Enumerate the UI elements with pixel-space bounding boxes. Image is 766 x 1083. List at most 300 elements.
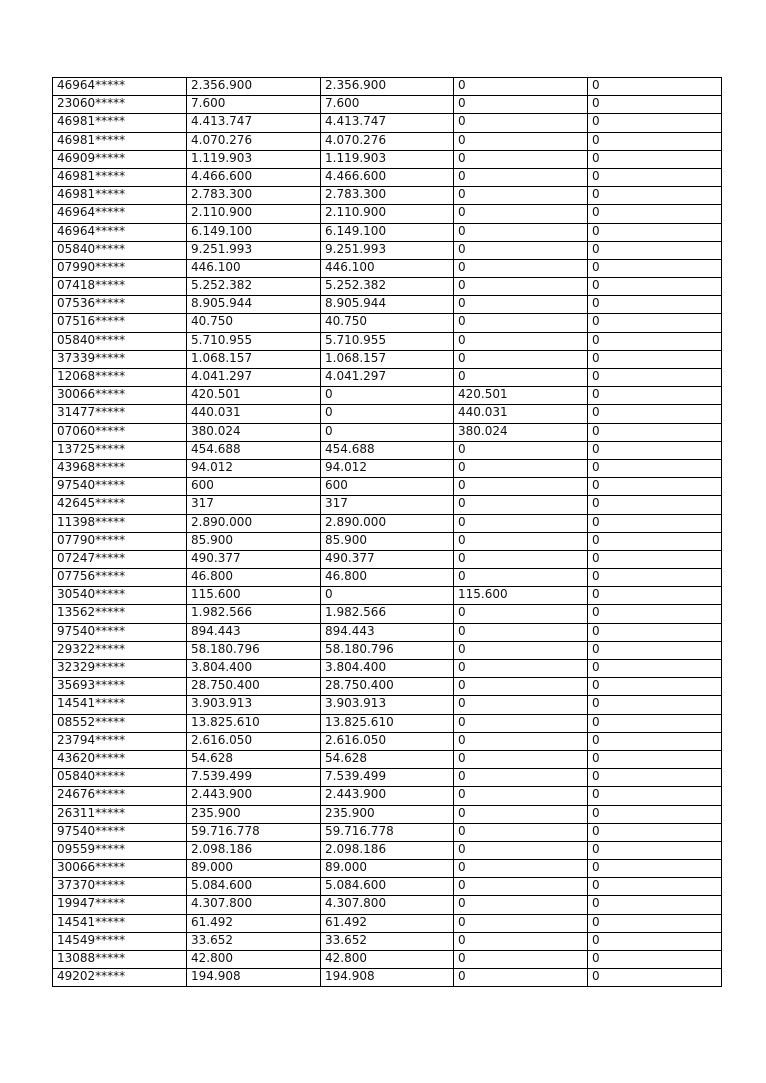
amount-cell-4: 0 — [588, 605, 722, 623]
amount-cell: 8.905.944 — [187, 296, 321, 314]
amount-cell-4: 0 — [588, 350, 722, 368]
amount-cell: 46.800 — [187, 569, 321, 587]
amount-cell: 2.443.900 — [187, 787, 321, 805]
amount-cell-2: 317 — [321, 496, 454, 514]
amount-cell-4: 0 — [588, 205, 722, 223]
amount-cell-2: 2.890.000 — [321, 514, 454, 532]
amount-cell: 40.750 — [187, 314, 321, 332]
amount-cell-4: 0 — [588, 623, 722, 641]
amount-cell: 2.890.000 — [187, 514, 321, 532]
amount-cell-4: 0 — [588, 841, 722, 859]
id-cell: 46981***** — [53, 187, 187, 205]
amount-cell-4: 0 — [588, 441, 722, 459]
amount-cell-2: 89.000 — [321, 860, 454, 878]
id-cell: 23794***** — [53, 732, 187, 750]
amount-cell-2: 13.825.610 — [321, 714, 454, 732]
amount-cell-2: 3.903.913 — [321, 696, 454, 714]
table-row — [53, 951, 722, 969]
amount-cell-2: 61.492 — [321, 914, 454, 932]
id-cell: 30540***** — [53, 587, 187, 605]
amount-cell-2: 54.628 — [321, 750, 454, 768]
amount-cell-4: 0 — [588, 332, 722, 350]
id-cell: 13725***** — [53, 441, 187, 459]
amount-cell-3: 115.600 — [454, 587, 588, 605]
amount-cell-2: 600 — [321, 478, 454, 496]
amount-cell: 1.119.903 — [187, 150, 321, 168]
table-row — [53, 678, 722, 696]
amount-cell-4: 0 — [588, 187, 722, 205]
amount-cell-2: 2.356.900 — [321, 78, 454, 96]
amount-cell: 6.149.100 — [187, 223, 321, 241]
amount-cell-2: 3.804.400 — [321, 660, 454, 678]
amount-cell-2: 8.905.944 — [321, 296, 454, 314]
amount-cell: 4.307.800 — [187, 896, 321, 914]
table-row — [53, 278, 722, 296]
amount-cell: 2.110.900 — [187, 205, 321, 223]
amount-cell: 2.616.050 — [187, 732, 321, 750]
table-row — [53, 96, 722, 114]
amount-cell-3: 0 — [454, 78, 588, 96]
table-row — [53, 459, 722, 477]
amount-cell-3: 0 — [454, 496, 588, 514]
id-cell: 13088***** — [53, 951, 187, 969]
table-row — [53, 732, 722, 750]
amount-cell-3: 0 — [454, 314, 588, 332]
id-cell: 35693***** — [53, 678, 187, 696]
amount-cell-4: 0 — [588, 259, 722, 277]
id-cell: 43620***** — [53, 750, 187, 768]
amount-cell-3: 0 — [454, 823, 588, 841]
id-cell: 46981***** — [53, 114, 187, 132]
amount-cell-2: 2.616.050 — [321, 732, 454, 750]
table-row — [53, 332, 722, 350]
id-cell: 42645***** — [53, 496, 187, 514]
table-row — [53, 878, 722, 896]
amount-cell-2: 2.783.300 — [321, 187, 454, 205]
amount-cell-4: 0 — [588, 514, 722, 532]
amount-cell-3: 0 — [454, 932, 588, 950]
id-cell: 97540***** — [53, 478, 187, 496]
id-cell: 49202***** — [53, 969, 187, 987]
amount-cell-2: 46.800 — [321, 569, 454, 587]
amount-cell-3: 0 — [454, 805, 588, 823]
table-row — [53, 241, 722, 259]
amount-cell: 115.600 — [187, 587, 321, 605]
amount-cell-4: 0 — [588, 478, 722, 496]
amount-cell-3: 0 — [454, 259, 588, 277]
table-row — [53, 750, 722, 768]
id-cell: 14549***** — [53, 932, 187, 950]
id-cell: 30066***** — [53, 860, 187, 878]
amount-cell-3: 0 — [454, 641, 588, 659]
amount-cell: 58.180.796 — [187, 641, 321, 659]
amount-cell-2: 94.012 — [321, 459, 454, 477]
amount-cell-4: 0 — [588, 678, 722, 696]
table-row — [53, 114, 722, 132]
amount-cell: 59.716.778 — [187, 823, 321, 841]
amount-cell-4: 0 — [588, 223, 722, 241]
amount-cell-3: 0 — [454, 332, 588, 350]
amount-cell-4: 0 — [588, 660, 722, 678]
amount-cell-3: 0 — [454, 350, 588, 368]
table-row — [53, 823, 722, 841]
amount-cell-4: 0 — [588, 805, 722, 823]
table-row — [53, 314, 722, 332]
table-row — [53, 423, 722, 441]
table-row — [53, 932, 722, 950]
table-row — [53, 641, 722, 659]
id-cell: 05840***** — [53, 332, 187, 350]
amount-cell-2: 5.710.955 — [321, 332, 454, 350]
amount-cell: 446.100 — [187, 259, 321, 277]
table-row — [53, 387, 722, 405]
amount-cell-4: 0 — [588, 641, 722, 659]
amount-cell: 3.804.400 — [187, 660, 321, 678]
table-row — [53, 205, 722, 223]
amount-cell-3: 0 — [454, 678, 588, 696]
id-cell: 14541***** — [53, 696, 187, 714]
id-cell: 46981***** — [53, 132, 187, 150]
amount-cell: 454.688 — [187, 441, 321, 459]
table-row — [53, 350, 722, 368]
amount-cell-4: 0 — [588, 860, 722, 878]
table-row — [53, 150, 722, 168]
amount-cell-2: 0 — [321, 587, 454, 605]
table-row — [53, 78, 722, 96]
id-cell: 07536***** — [53, 296, 187, 314]
amount-cell: 380.024 — [187, 423, 321, 441]
amount-cell-2: 446.100 — [321, 259, 454, 277]
id-cell: 19947***** — [53, 896, 187, 914]
amount-cell-4: 0 — [588, 369, 722, 387]
amount-cell-3: 0 — [454, 459, 588, 477]
amount-cell: 33.652 — [187, 932, 321, 950]
amount-cell-2: 6.149.100 — [321, 223, 454, 241]
amount-cell: 440.031 — [187, 405, 321, 423]
table-row — [53, 514, 722, 532]
amount-cell-4: 0 — [588, 878, 722, 896]
id-cell: 46909***** — [53, 150, 187, 168]
amount-cell: 89.000 — [187, 860, 321, 878]
amount-cell-3: 0 — [454, 951, 588, 969]
amount-cell-4: 0 — [588, 296, 722, 314]
amount-cell: 7.539.499 — [187, 769, 321, 787]
table-row — [53, 623, 722, 641]
amount-cell-3: 0 — [454, 187, 588, 205]
amount-cell-3: 0 — [454, 714, 588, 732]
id-cell: 07060***** — [53, 423, 187, 441]
amount-cell-4: 0 — [588, 387, 722, 405]
amount-cell-2: 9.251.993 — [321, 241, 454, 259]
amount-cell-4: 0 — [588, 405, 722, 423]
table-row — [53, 841, 722, 859]
amount-cell-2: 4.070.276 — [321, 132, 454, 150]
id-cell: 26311***** — [53, 805, 187, 823]
amount-cell: 85.900 — [187, 532, 321, 550]
amount-cell-3: 0 — [454, 205, 588, 223]
amount-cell: 490.377 — [187, 550, 321, 568]
id-cell: 07247***** — [53, 550, 187, 568]
amount-cell: 1.068.157 — [187, 350, 321, 368]
amount-cell-3: 0 — [454, 441, 588, 459]
amount-cell-4: 0 — [588, 241, 722, 259]
table-row — [53, 532, 722, 550]
amount-cell-3: 0 — [454, 787, 588, 805]
amount-cell-3: 0 — [454, 132, 588, 150]
amount-cell-2: 85.900 — [321, 532, 454, 550]
amount-cell-4: 0 — [588, 914, 722, 932]
amount-cell-4: 0 — [588, 78, 722, 96]
amount-cell: 420.501 — [187, 387, 321, 405]
amount-cell: 5.084.600 — [187, 878, 321, 896]
amount-cell-4: 0 — [588, 150, 722, 168]
amount-cell: 4.466.600 — [187, 168, 321, 186]
amount-cell: 3.903.913 — [187, 696, 321, 714]
amount-cell-4: 0 — [588, 132, 722, 150]
amount-cell-3: 0 — [454, 241, 588, 259]
amount-cell: 2.356.900 — [187, 78, 321, 96]
amount-cell: 894.443 — [187, 623, 321, 641]
table-body — [53, 78, 722, 987]
table-row — [53, 860, 722, 878]
amount-cell-2: 490.377 — [321, 550, 454, 568]
amount-cell-3: 420.501 — [454, 387, 588, 405]
amount-cell: 4.070.276 — [187, 132, 321, 150]
table-row — [53, 969, 722, 987]
amount-cell-3: 0 — [454, 478, 588, 496]
amount-cell-2: 0 — [321, 405, 454, 423]
amount-cell-3: 0 — [454, 605, 588, 623]
table-row — [53, 569, 722, 587]
amount-cell-3: 0 — [454, 878, 588, 896]
amount-cell-2: 40.750 — [321, 314, 454, 332]
id-cell: 30066***** — [53, 387, 187, 405]
amount-cell-3: 380.024 — [454, 423, 588, 441]
amount-cell-2: 235.900 — [321, 805, 454, 823]
amount-cell-3: 0 — [454, 168, 588, 186]
amount-cell-3: 0 — [454, 696, 588, 714]
amount-cell-2: 5.084.600 — [321, 878, 454, 896]
amount-cell-3: 0 — [454, 532, 588, 550]
amount-cell-3: 0 — [454, 841, 588, 859]
table-row — [53, 296, 722, 314]
amount-cell-2: 4.466.600 — [321, 168, 454, 186]
id-cell: 46964***** — [53, 205, 187, 223]
amount-cell-4: 0 — [588, 168, 722, 186]
id-cell: 43968***** — [53, 459, 187, 477]
amount-cell-2: 28.750.400 — [321, 678, 454, 696]
table-row — [53, 478, 722, 496]
table-row — [53, 805, 722, 823]
amount-cell-2: 454.688 — [321, 441, 454, 459]
table-row — [53, 914, 722, 932]
amount-cell: 4.413.747 — [187, 114, 321, 132]
amount-cell: 2.783.300 — [187, 187, 321, 205]
amount-cell-2: 0 — [321, 423, 454, 441]
id-cell: 46964***** — [53, 223, 187, 241]
amount-cell: 5.252.382 — [187, 278, 321, 296]
id-cell: 97540***** — [53, 823, 187, 841]
table-row — [53, 550, 722, 568]
table-row — [53, 223, 722, 241]
id-cell: 37339***** — [53, 350, 187, 368]
id-cell: 32329***** — [53, 660, 187, 678]
id-cell: 23060***** — [53, 96, 187, 114]
amount-cell-4: 0 — [588, 496, 722, 514]
amount-cell: 5.710.955 — [187, 332, 321, 350]
amount-cell-2: 7.539.499 — [321, 769, 454, 787]
amount-cell-4: 0 — [588, 459, 722, 477]
table-row — [53, 259, 722, 277]
amount-cell-4: 0 — [588, 969, 722, 987]
amount-cell-3: 0 — [454, 296, 588, 314]
amount-cell-4: 0 — [588, 696, 722, 714]
id-cell: 11398***** — [53, 514, 187, 532]
amount-cell-3: 0 — [454, 96, 588, 114]
id-cell: 05840***** — [53, 241, 187, 259]
amount-cell: 2.098.186 — [187, 841, 321, 859]
table-row — [53, 187, 722, 205]
id-cell: 08552***** — [53, 714, 187, 732]
amount-cell-2: 4.413.747 — [321, 114, 454, 132]
table-row — [53, 132, 722, 150]
amount-cell-2: 42.800 — [321, 951, 454, 969]
id-cell: 46964***** — [53, 78, 187, 96]
amount-cell-3: 0 — [454, 896, 588, 914]
amount-cell: 235.900 — [187, 805, 321, 823]
amount-cell-2: 1.982.566 — [321, 605, 454, 623]
id-cell: 31477***** — [53, 405, 187, 423]
amount-cell-4: 0 — [588, 787, 722, 805]
amount-cell: 1.982.566 — [187, 605, 321, 623]
amount-cell-2: 194.908 — [321, 969, 454, 987]
amount-cell: 28.750.400 — [187, 678, 321, 696]
amount-cell: 42.800 — [187, 951, 321, 969]
table-row — [53, 441, 722, 459]
amount-cell-2: 58.180.796 — [321, 641, 454, 659]
amount-cell: 600 — [187, 478, 321, 496]
amount-cell: 7.600 — [187, 96, 321, 114]
id-cell: 97540***** — [53, 623, 187, 641]
amount-cell-4: 0 — [588, 423, 722, 441]
amount-cell-4: 0 — [588, 587, 722, 605]
amount-cell-3: 0 — [454, 914, 588, 932]
table-row — [53, 896, 722, 914]
id-cell: 07790***** — [53, 532, 187, 550]
id-cell: 37370***** — [53, 878, 187, 896]
amount-cell-3: 0 — [454, 969, 588, 987]
id-cell: 07990***** — [53, 259, 187, 277]
amount-cell-3: 0 — [454, 514, 588, 532]
amount-cell-3: 440.031 — [454, 405, 588, 423]
amount-cell-2: 33.652 — [321, 932, 454, 950]
amount-cell-4: 0 — [588, 823, 722, 841]
amount-cell-2: 4.307.800 — [321, 896, 454, 914]
table-row — [53, 769, 722, 787]
amount-cell-2: 2.443.900 — [321, 787, 454, 805]
amount-cell-4: 0 — [588, 569, 722, 587]
amount-cell-3: 0 — [454, 369, 588, 387]
amount-cell-3: 0 — [454, 569, 588, 587]
amount-cell: 317 — [187, 496, 321, 514]
table-row — [53, 714, 722, 732]
amount-cell-3: 0 — [454, 860, 588, 878]
amount-cell: 94.012 — [187, 459, 321, 477]
amount-cell-3: 0 — [454, 623, 588, 641]
amount-cell-3: 0 — [454, 223, 588, 241]
amount-cell-3: 0 — [454, 150, 588, 168]
amount-cell-4: 0 — [588, 714, 722, 732]
id-cell: 12068***** — [53, 369, 187, 387]
amount-cell-3: 0 — [454, 278, 588, 296]
data-table — [52, 77, 722, 987]
amount-cell: 9.251.993 — [187, 241, 321, 259]
amount-cell-4: 0 — [588, 96, 722, 114]
amount-cell-4: 0 — [588, 550, 722, 568]
amount-cell-2: 894.443 — [321, 623, 454, 641]
table-row — [53, 168, 722, 186]
table-row — [53, 369, 722, 387]
table-row — [53, 787, 722, 805]
amount-cell-4: 0 — [588, 114, 722, 132]
id-cell: 46981***** — [53, 168, 187, 186]
amount-cell-2: 1.119.903 — [321, 150, 454, 168]
amount-cell: 54.628 — [187, 750, 321, 768]
amount-cell-2: 0 — [321, 387, 454, 405]
amount-cell-3: 0 — [454, 769, 588, 787]
amount-cell-4: 0 — [588, 314, 722, 332]
table-row — [53, 587, 722, 605]
id-cell: 07418***** — [53, 278, 187, 296]
amount-cell: 61.492 — [187, 914, 321, 932]
amount-cell-2: 1.068.157 — [321, 350, 454, 368]
id-cell: 14541***** — [53, 914, 187, 932]
amount-cell-4: 0 — [588, 750, 722, 768]
amount-cell-2: 5.252.382 — [321, 278, 454, 296]
table-row — [53, 696, 722, 714]
amount-cell: 4.041.297 — [187, 369, 321, 387]
amount-cell-2: 59.716.778 — [321, 823, 454, 841]
id-cell: 24676***** — [53, 787, 187, 805]
amount-cell-4: 0 — [588, 896, 722, 914]
amount-cell-2: 7.600 — [321, 96, 454, 114]
table-row — [53, 660, 722, 678]
amount-cell-4: 0 — [588, 532, 722, 550]
amount-cell-3: 0 — [454, 750, 588, 768]
id-cell: 09559***** — [53, 841, 187, 859]
id-cell: 07516***** — [53, 314, 187, 332]
amount-cell-4: 0 — [588, 732, 722, 750]
amount-cell-3: 0 — [454, 550, 588, 568]
amount-cell-4: 0 — [588, 769, 722, 787]
amount-cell-2: 4.041.297 — [321, 369, 454, 387]
amount-cell-3: 0 — [454, 732, 588, 750]
table-row — [53, 405, 722, 423]
id-cell: 07756***** — [53, 569, 187, 587]
id-cell: 29322***** — [53, 641, 187, 659]
amount-cell-4: 0 — [588, 278, 722, 296]
amount-cell: 13.825.610 — [187, 714, 321, 732]
amount-cell-2: 2.098.186 — [321, 841, 454, 859]
table-row — [53, 605, 722, 623]
amount-cell-2: 2.110.900 — [321, 205, 454, 223]
amount-cell-3: 0 — [454, 114, 588, 132]
amount-cell-3: 0 — [454, 660, 588, 678]
amount-cell-4: 0 — [588, 951, 722, 969]
id-cell: 05840***** — [53, 769, 187, 787]
table-row — [53, 496, 722, 514]
id-cell: 13562***** — [53, 605, 187, 623]
